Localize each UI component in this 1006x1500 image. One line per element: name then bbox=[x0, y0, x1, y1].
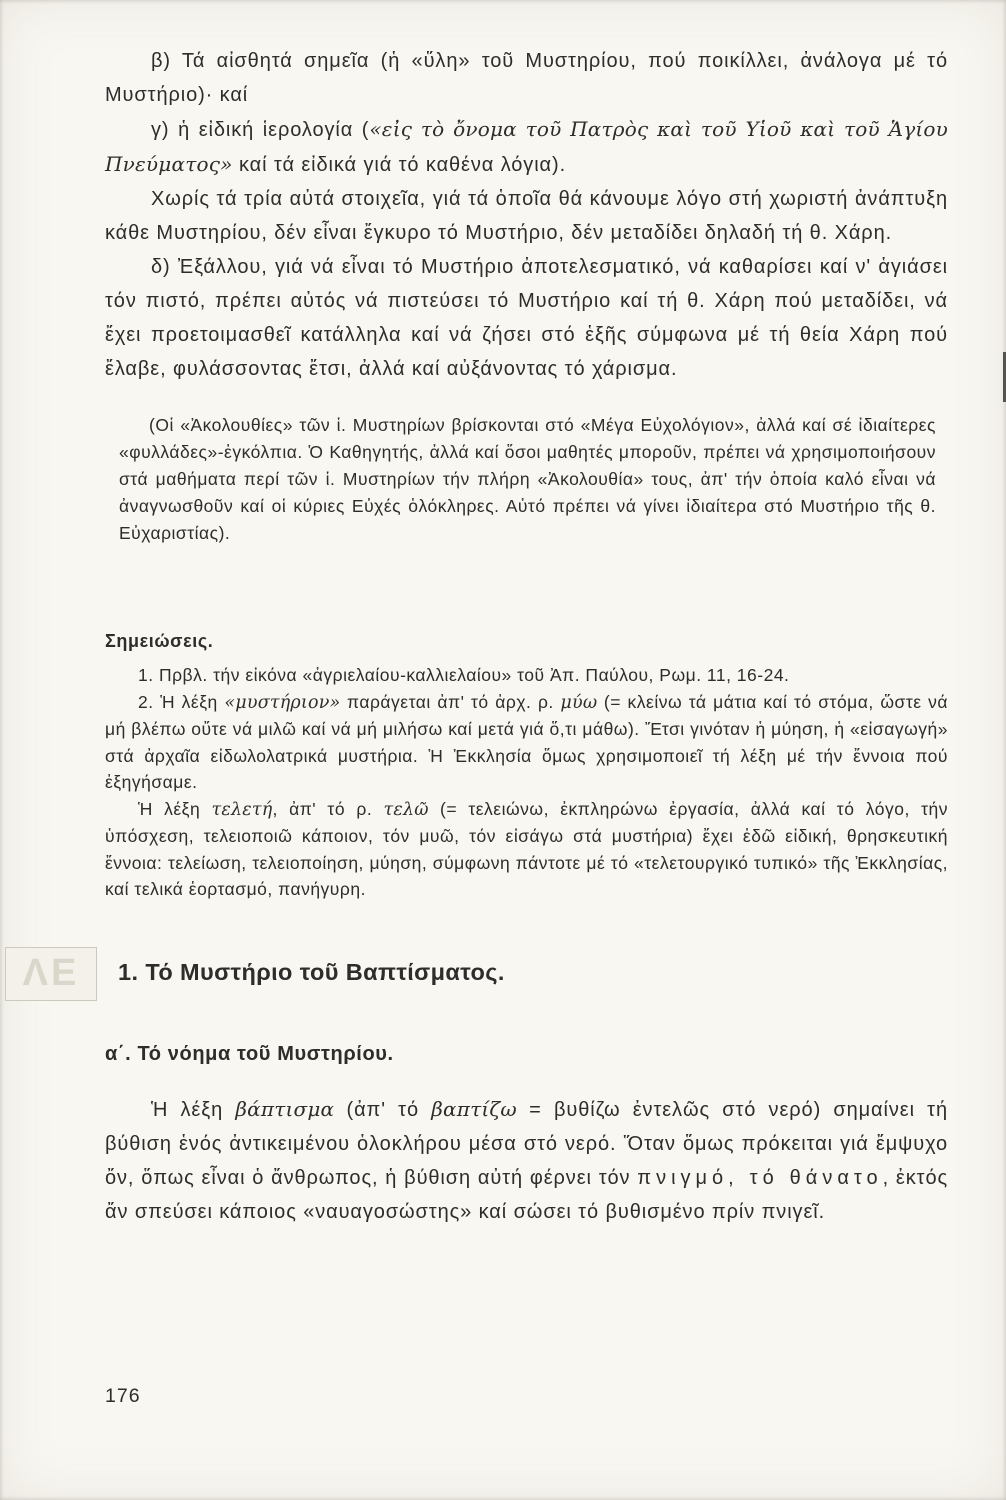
notes-heading: Σημειώσεις. bbox=[105, 631, 214, 651]
note-2-paragraph-2 bbox=[105, 796, 948, 903]
text-run: (= κλείνω τά μάτια καί τό στόμα, ὥστε νά μή βλέπω οὔτε νά μιλῶ καί νά μή μιλήσω καί μετά γιά ὅ,τι μάθω). Ἔτσι γινόταν ἡ μύηση, ἡ «εἰσαγωγή» στά ἀρχαῖα εἰδωλολατρικά μυστήρια. Ἡ Ἐκκλησία ὅμως χρησιμοποιεῖ τή λέξη μέ τήν ἔννοια πού ἐξηγήσαμε. bbox=[105, 691, 948, 792]
margin-label-le: ΛΕ bbox=[22, 952, 80, 994]
text-run: Ἡ λέξη bbox=[151, 1098, 236, 1121]
text-run-italic-quote: «εἰς τὸ ὄνομα τοῦ Πατρὸς καὶ τοῦ Υἱοῦ καὶ τοῦ Ἁγίου Πνεύματος» bbox=[105, 117, 949, 176]
text-run-italic-myo: μύω bbox=[560, 692, 598, 713]
subsection-title-meaning: α΄. Τό νόημα τοῦ Μυστηρίου. bbox=[105, 1042, 394, 1065]
text-run-italic-telo: τελῶ bbox=[383, 799, 429, 820]
section-title-baptism: 1. Τό Μυστήριο τοῦ Βαπτίσματος. bbox=[118, 958, 505, 985]
text-run: γ) ἡ εἰδική ἱερολογία ( bbox=[151, 119, 370, 141]
text-run: Ἡ λέξη bbox=[138, 798, 212, 819]
text-run: παράγεται ἀπ' τό ἀρχ. ρ. bbox=[340, 691, 561, 712]
text-run: , ἐκτός ἄν σπεύσει κάποιος «ναυαγοσώστης» καί σώσει τό βυθισμένο πρίν πνιγεῖ. bbox=[105, 1166, 949, 1223]
paragraph-baptism-intro bbox=[105, 1092, 948, 1229]
note-2-paragraph-1 bbox=[105, 689, 948, 796]
paragraph-choris: Χωρίς τά τρία αὐτά στοιχεῖα, γιά τά ὁποῖα θά κάνουμε λόγο στή χωριστή ἀνάπτυξη κάθε Μυστηρίου, δέν εἶναι ἔγκυρο τό Μυστήριο, δέν μεταδίδει δηλαδή τή θ. Χάρη. bbox=[105, 188, 948, 244]
text-run: , ἀπ' τό ρ. bbox=[272, 798, 384, 819]
text-run-emphasized-spaced: πνιγμό, τό θάνατο bbox=[637, 1166, 883, 1189]
paragraph-gamma bbox=[105, 112, 948, 182]
margin-label-box bbox=[5, 947, 97, 1001]
text-run-italic-baptisma: βάπτισμα bbox=[235, 1096, 335, 1121]
text-run: καί τά εἰδικά γιά τό καθένα λόγια). bbox=[232, 154, 567, 176]
text-run-italic-mysterion: «μυστήριον» bbox=[224, 692, 341, 713]
section-heading-row bbox=[22, 952, 948, 997]
text-run-italic-teleti: τελετή bbox=[211, 799, 273, 820]
aside-paragraph-akolouthies: (Οἱ «Ἀκολουθίες» τῶν ἱ. Μυστηρίων βρίσκονται στό «Μέγα Εὐχολόγιον», ἀλλά καί σέ ἰδιαίτερες «φυλλάδες»-ἐγκόλπια. Ὁ Καθηγητής, ἀλλά καί ὅσοι μαθητές μποροῦν, πρέπει νά χρησιμοποιήσουν στά μαθήματα περί τῶν ἱ. Μυστηρίων τήν πλήρη «Ἀκολουθία» τους, ἀπ' τήν ὁποία καλό εἶναι νά ἀναγνωσθοῦν καί οἱ κύριες Εὐχές ὁλόκληρες. Αὐτό πρέπει νά γίνει ἰδιαίτερα στό Μυστήριο τῆς θ. Εὐχαριστίας). bbox=[119, 415, 936, 543]
page-number: 176 bbox=[105, 1385, 141, 1407]
note-1: 1. Πρβλ. τήν εἰκόνα «ἀγριελαίου-καλλιελαίου» τοῦ Ἀπ. Παύλου, Ρωμ. 11, 16-24. bbox=[138, 665, 790, 685]
text-run-italic-baptizo: βαπτίζω bbox=[431, 1096, 517, 1121]
text-run: (ἀπ' τό bbox=[334, 1098, 432, 1121]
text-run: = βυθίζω ἐντελῶς στό νερό) σημαίνει τή βύθιση ἑνός ἀντικειμένου ὁλοκλήρου μέσα στό νερό. Ὅταν ὅμως πρόκειται γιά ἔμψυχο ὄν, ὅπως εἶναι ὁ ἄνθρωπος, ἡ βύθιση αὐτή φέρνει τόν bbox=[105, 1098, 948, 1189]
text-run: 2. Ἡ λέξη bbox=[138, 691, 225, 712]
paragraph-delta: δ) Ἐξάλλου, γιά νά εἶναι τό Μυστήριο ἀποτελεσματικό, νά καθαρίσει καί ν' ἁγιάσει τόν πιστό, πρέπει αὐτός νά πιστεύσει τό Μυστήριο καί τή θ. Χάρη πού μεταδίδει, νά ἔχει προετοιμασθεῖ κατάλληλα καί νά ζήσει στό ἑξῆς σύμφωνα μέ τή θεία Χάρη πού ἔλαβε, φυλάσσοντας ἔτσι, ἀλλά καί αὐξάνοντας τό χάρισμα. bbox=[105, 256, 948, 380]
paragraph-beta: β) Τά αἰσθητά σημεῖα (ἡ «ὕλη» τοῦ Μυστηρίου, πού ποικίλλει, ἀνάλογα μέ τό Μυστήριο)· καί bbox=[105, 50, 948, 106]
text-run: (= τελειώνω, ἐκπληρώνω ἐργασία, ἀλλά καί τό λόγο, τήν ὑπόσχεση, τελειοποιῶ κάποιον, τόν μυῶ, τόν εἰσάγω στά μυστήρια) ἔχει ἐδῶ εἰδική, θρησκευτική ἔννοια: τελείωση, τελειοποίηση, μύηση, σύμφωνη πάντοτε μέ τό «τελετουργικό τυπικό» τῆς Ἐκκλησίας, καί τελικά ἑορτασμό, πανήγυρη. bbox=[105, 798, 948, 899]
